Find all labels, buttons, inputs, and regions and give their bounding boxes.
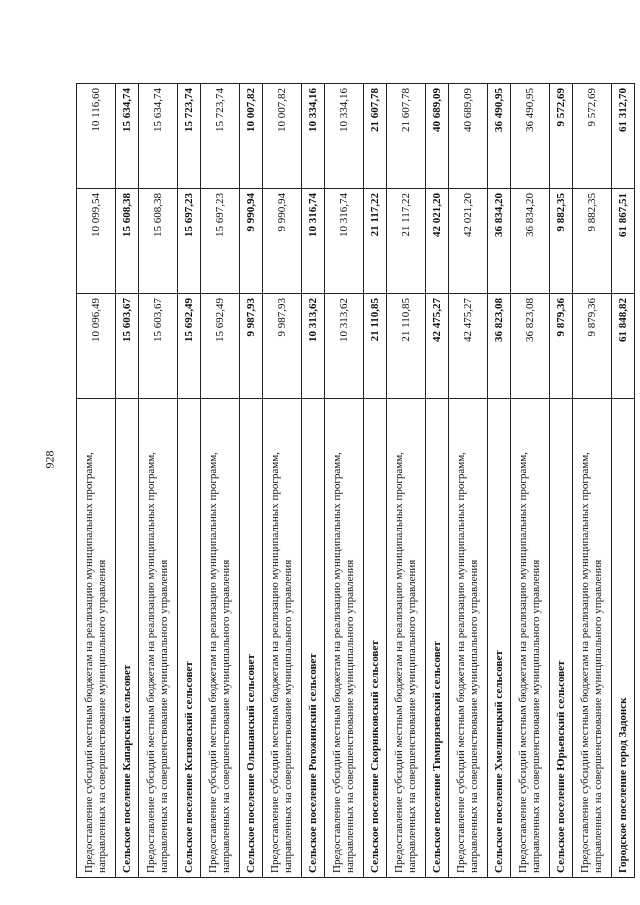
value-year1-cell: 21 110,85	[364, 294, 387, 399]
value-year2-cell: 15 697,23	[201, 189, 240, 294]
value-year1-cell: 10 313,62	[325, 294, 364, 399]
row-name-cell: Сельское поселение Рогожинский сельсовет	[302, 399, 325, 878]
settlement-total-row	[302, 84, 325, 878]
value-year3-cell: 40 689,09	[449, 84, 488, 189]
row-name-cell: Сельское поселение Ксизовский сельсовет	[178, 399, 201, 878]
row-name-cell: Предоставление субсидий местным бюджетам на реализацию муниципальных программ, направленных на совершенствование муниципального управления	[139, 399, 178, 878]
settlement-total-row	[116, 84, 139, 878]
value-year1-cell: 15 692,49	[178, 294, 201, 399]
row-name-cell: Сельское поселение Ольшанский сельсовет	[240, 399, 263, 878]
subsidy-row	[573, 84, 612, 878]
value-year2-cell: 36 834,20	[511, 189, 550, 294]
row-name-cell: Предоставление субсидий местным бюджетам на реализацию муниципальных программ, направленных на совершенствование муниципального управления	[325, 399, 364, 878]
rotated-table-container	[76, 84, 629, 878]
value-year1-cell: 10 096,49	[77, 294, 116, 399]
budget-table	[76, 83, 635, 878]
value-year3-cell: 10 007,82	[263, 84, 302, 189]
value-year2-cell: 9 882,35	[550, 189, 573, 294]
value-year3-cell: 10 334,16	[302, 84, 325, 189]
value-year1-cell: 15 692,49	[201, 294, 240, 399]
subsidy-row	[325, 84, 364, 878]
value-year2-cell: 61 867,51	[612, 189, 635, 294]
value-year3-cell: 15 634,74	[116, 84, 139, 189]
value-year2-cell: 15 608,38	[139, 189, 178, 294]
budget-table-body	[77, 84, 635, 878]
value-year3-cell: 36 490,95	[511, 84, 550, 189]
value-year1-cell: 36 823,08	[488, 294, 511, 399]
row-name-cell: Сельское поселение Скорняковский сельсовет	[364, 399, 387, 878]
settlement-total-row	[178, 84, 201, 878]
row-name-cell: Предоставление субсидий местным бюджетам на реализацию муниципальных программ, направленных на совершенствование муниципального управления	[449, 399, 488, 878]
subsidy-row	[77, 84, 116, 878]
value-year3-cell: 10 334,16	[325, 84, 364, 189]
value-year2-cell: 9 990,94	[263, 189, 302, 294]
value-year2-cell: 15 608,38	[116, 189, 139, 294]
page-number: 928	[42, 450, 57, 469]
subsidy-row	[201, 84, 240, 878]
subsidy-row	[387, 84, 426, 878]
value-year2-cell: 9 882,35	[573, 189, 612, 294]
subsidy-row	[139, 84, 178, 878]
value-year2-cell: 21 117,22	[364, 189, 387, 294]
value-year2-cell: 10 099,54	[77, 189, 116, 294]
value-year3-cell: 15 634,74	[139, 84, 178, 189]
row-name-cell: Сельское поселение Тимирязевский сельсовет	[426, 399, 449, 878]
value-year2-cell: 42 021,20	[449, 189, 488, 294]
subsidy-row	[263, 84, 302, 878]
settlement-total-row	[240, 84, 263, 878]
value-year1-cell: 9 987,93	[240, 294, 263, 399]
value-year1-cell: 21 110,85	[387, 294, 426, 399]
value-year1-cell: 9 879,36	[573, 294, 612, 399]
value-year3-cell: 36 490,95	[488, 84, 511, 189]
row-name-cell: Сельское поселение Юрьевский сельсовет	[550, 399, 573, 878]
value-year2-cell: 9 990,94	[240, 189, 263, 294]
row-name-cell: Сельское поселение Капарский сельсовет	[116, 399, 139, 878]
value-year2-cell: 10 316,74	[325, 189, 364, 294]
value-year1-cell: 9 879,36	[550, 294, 573, 399]
value-year3-cell: 10 007,82	[240, 84, 263, 189]
value-year1-cell: 36 823,08	[511, 294, 550, 399]
value-year1-cell: 9 987,93	[263, 294, 302, 399]
settlement-total-row	[612, 84, 635, 878]
value-year3-cell: 10 116,60	[77, 84, 116, 189]
value-year1-cell: 15 603,67	[116, 294, 139, 399]
value-year2-cell: 42 021,20	[426, 189, 449, 294]
value-year3-cell: 9 572,69	[573, 84, 612, 189]
value-year1-cell: 61 848,82	[612, 294, 635, 399]
value-year2-cell: 36 834,20	[488, 189, 511, 294]
row-name-cell: Городское поселение город Задонск	[612, 399, 635, 878]
value-year1-cell: 10 313,62	[302, 294, 325, 399]
value-year1-cell: 42 475,27	[426, 294, 449, 399]
value-year3-cell: 61 312,70	[612, 84, 635, 189]
value-year3-cell: 40 689,09	[426, 84, 449, 189]
value-year2-cell: 10 316,74	[302, 189, 325, 294]
row-name-cell: Предоставление субсидий местным бюджетам на реализацию муниципальных программ, направленных на совершенствование муниципального управления	[573, 399, 612, 878]
value-year3-cell: 21 607,78	[364, 84, 387, 189]
value-year3-cell: 15 723,74	[178, 84, 201, 189]
value-year2-cell: 21 117,22	[387, 189, 426, 294]
value-year1-cell: 15 603,67	[139, 294, 178, 399]
settlement-total-row	[364, 84, 387, 878]
value-year2-cell: 15 697,23	[178, 189, 201, 294]
row-name-cell: Предоставление субсидий местным бюджетам на реализацию муниципальных программ, направленных на совершенствование муниципального управления	[511, 399, 550, 878]
row-name-cell: Предоставление субсидий местным бюджетам на реализацию муниципальных программ, направленных на совершенствование муниципального управления	[263, 399, 302, 878]
value-year3-cell: 15 723,74	[201, 84, 240, 189]
row-name-cell: Сельское поселение Хмелинецкий сельсовет	[488, 399, 511, 878]
subsidy-row	[449, 84, 488, 878]
value-year3-cell: 9 572,69	[550, 84, 573, 189]
settlement-total-row	[550, 84, 573, 878]
settlement-total-row	[488, 84, 511, 878]
settlement-total-row	[426, 84, 449, 878]
row-name-cell: Предоставление субсидий местным бюджетам на реализацию муниципальных программ, направленных на совершенствование муниципального управления	[77, 399, 116, 878]
value-year1-cell: 42 475,27	[449, 294, 488, 399]
value-year3-cell: 21 607,78	[387, 84, 426, 189]
row-name-cell: Предоставление субсидий местным бюджетам на реализацию муниципальных программ, направленных на совершенствование муниципального управления	[201, 399, 240, 878]
subsidy-row	[511, 84, 550, 878]
row-name-cell: Предоставление субсидий местным бюджетам на реализацию муниципальных программ, направленных на совершенствование муниципального управления	[387, 399, 426, 878]
